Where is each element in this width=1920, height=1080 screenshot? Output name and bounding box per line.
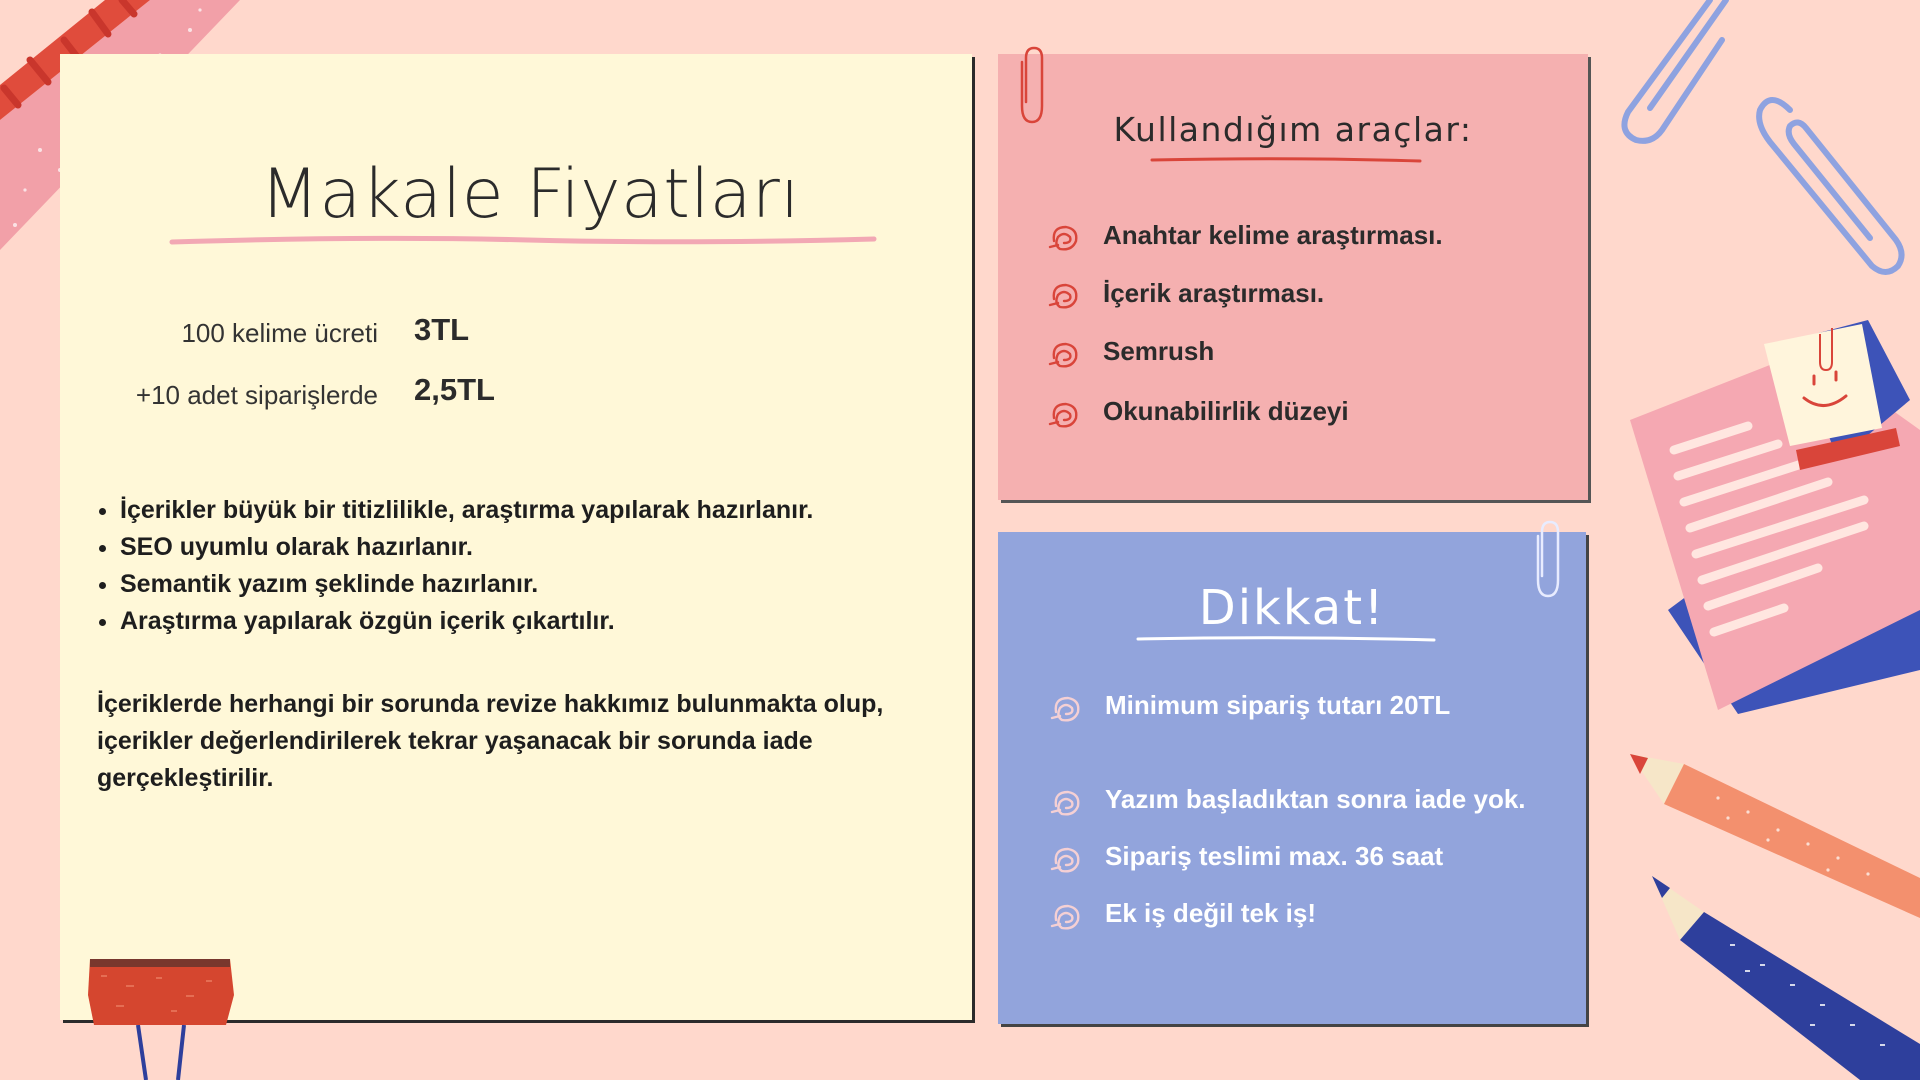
pencil-blue-decoration <box>1650 874 1920 1080</box>
warning-item: Yazım başladıktan sonra iade yok. <box>1105 784 1526 814</box>
scribble-bullet-icon <box>1048 279 1082 313</box>
scribble-bullet-icon <box>1050 692 1084 726</box>
scribble-bullet-icon <box>1048 338 1082 372</box>
scribble-bullet-icon <box>1050 900 1084 934</box>
list-item: • Semantik yazım şeklinde hazırlanır. <box>120 566 813 603</box>
warning-title: Dikkat! <box>1198 580 1386 636</box>
tool-item: Okunabilirlik düzeyi <box>1103 396 1349 426</box>
feature-list <box>92 492 813 640</box>
warning-title-underline <box>1136 634 1436 644</box>
tool-item: Semrush <box>1103 336 1215 366</box>
scribble-bullet-icon <box>1050 843 1084 877</box>
page-title: Makale Fiyatları <box>260 155 800 234</box>
tool-item: Anahtar kelime araştırması. <box>1103 220 1443 250</box>
price-label: 100 kelime ücreti <box>181 318 378 348</box>
warning-item: Sipariş teslimi max. 36 saat <box>1105 841 1444 871</box>
warning-item: Minimum sipariş tutarı 20TL <box>1105 690 1451 720</box>
warning-item: Ek iş değil tek iş! <box>1105 898 1316 928</box>
price-value: 2,5TL <box>414 372 495 407</box>
paperclips-decoration <box>1610 0 1920 290</box>
title-underline <box>168 232 878 248</box>
list-item: • Araştırma yapılarak özgün içerik çıkartılır. <box>120 603 813 640</box>
list-item: • İçerikler büyük bir titizlilikle, araştırma yapılarak hazırlanır. <box>120 492 813 529</box>
tools-title: Kullandığım araçlar: <box>1113 110 1473 149</box>
notebook-decoration <box>1628 310 1920 720</box>
price-value: 3TL <box>414 312 470 347</box>
scribble-bullet-icon <box>1050 786 1084 820</box>
scribble-bullet-icon <box>1048 398 1082 432</box>
binder-clip-decoration <box>86 955 236 1080</box>
price-label: +10 adet siparişlerde <box>135 380 378 410</box>
revision-note: İçeriklerde herhangi bir sorunda revize hakkımız bulunmakta olup, içerikler değerlendirilerek tekrar yaşanacak bir sorunda iade gerçekleştirilir. <box>97 690 884 792</box>
scribble-bullet-icon <box>1048 221 1082 255</box>
tools-title-underline <box>1150 155 1422 165</box>
tool-item: İçerik araştırması. <box>1103 278 1325 308</box>
list-item: • SEO uyumlu olarak hazırlanır. <box>120 529 813 566</box>
